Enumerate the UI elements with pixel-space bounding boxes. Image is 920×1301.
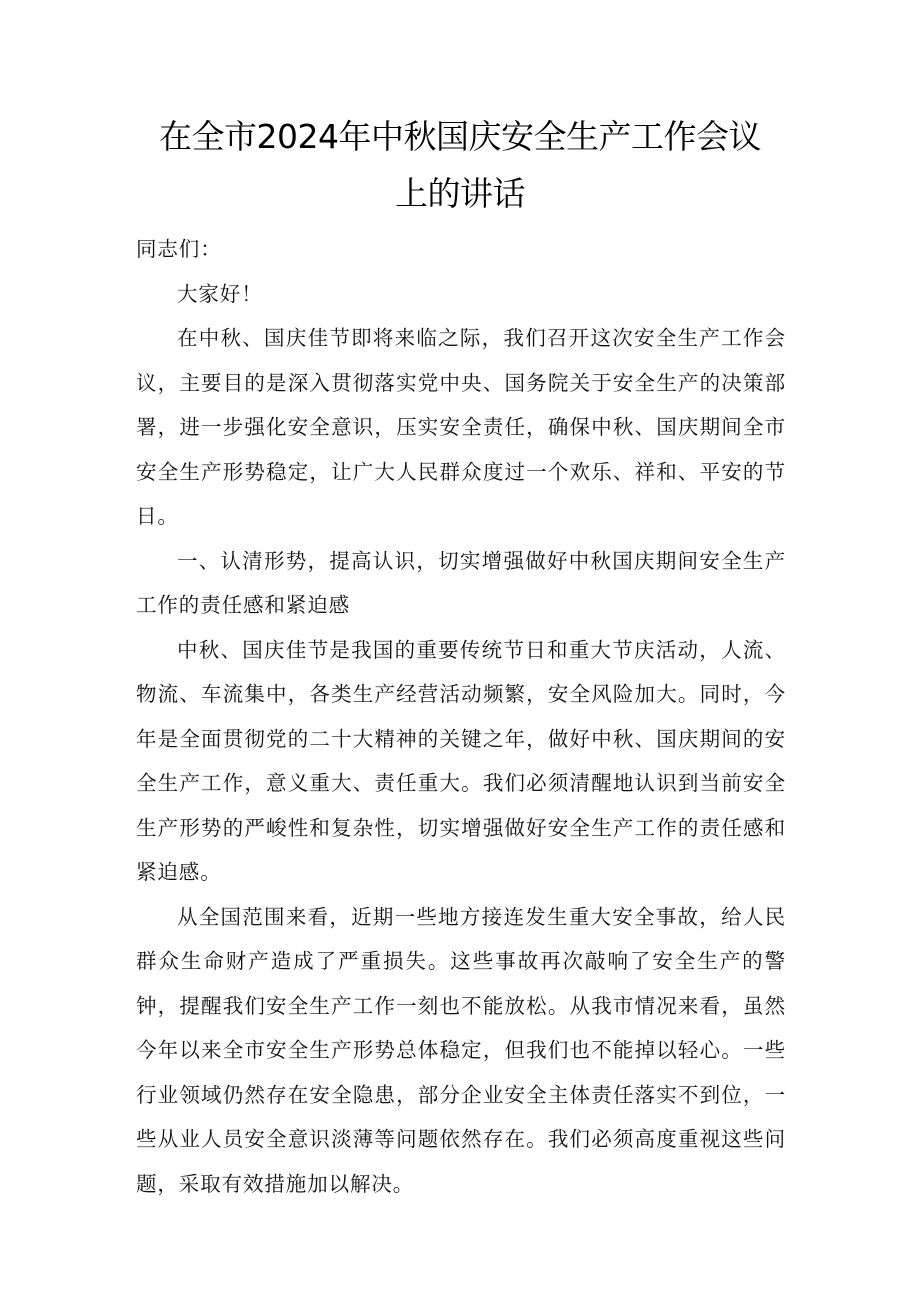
paragraph-greeting: 大家好！ bbox=[177, 281, 263, 306]
document-title-line-2: 上的讲话 bbox=[395, 174, 525, 213]
paragraph-national-local: 从全国范围来看，近期一些地方接连发生重大安全事故，给人民群众生命财产造成了严重损失。这些事故再次敲响了安全生产的警钟，提醒我们安全生产工作一刻也不能放松。从我市情况来看，虽然今年以来全市安全生产形势总体稳定，但我们也不能掉以轻心。一些行业领域仍然存在安全隐患，部分企业安全主体责任落实不到位，一些从业人员安全意识淡薄等问题依然存在。我们必须高度重视这些问题，采取有效措施加以解决。 bbox=[136, 904, 786, 1196]
section-heading-1: 一、认清形势，提高认识，切实增强做好中秋国庆期间安全生产工作的责任感和紧迫感 bbox=[136, 548, 786, 617]
paragraph-intro: 在中秋、国庆佳节即将来临之际，我们召开这次安全生产工作会议，主要目的是深入贯彻落实党中央、国务院关于安全生产的决策部署，进一步强化安全意识，压实安全责任，确保中秋、国庆期间全市安全生产形势稳定，让广大人民群众度过一个欢乐、祥和、平安的节日。 bbox=[136, 326, 786, 528]
salutation: 同志们： bbox=[136, 237, 222, 261]
document-body bbox=[136, 227, 786, 1206]
paragraph-situation: 中秋、国庆佳节是我国的重要传统节日和重大节庆活动，人流、物流、车流集中，各类生产经营活动频繁，安全风险加大。同时，今年是全面贯彻党的二十大精神的关键之年，做好中秋、国庆期间的安全生产工作，意义重大、责任重大。我们必须清醒地认识到当前安全生产形势的严峻性和复杂性，切实增强做好安全生产工作的责任感和紧迫感。 bbox=[136, 637, 786, 884]
document-title-line-1: 在全市2024年中秋国庆安全生产工作会议 bbox=[159, 117, 761, 156]
